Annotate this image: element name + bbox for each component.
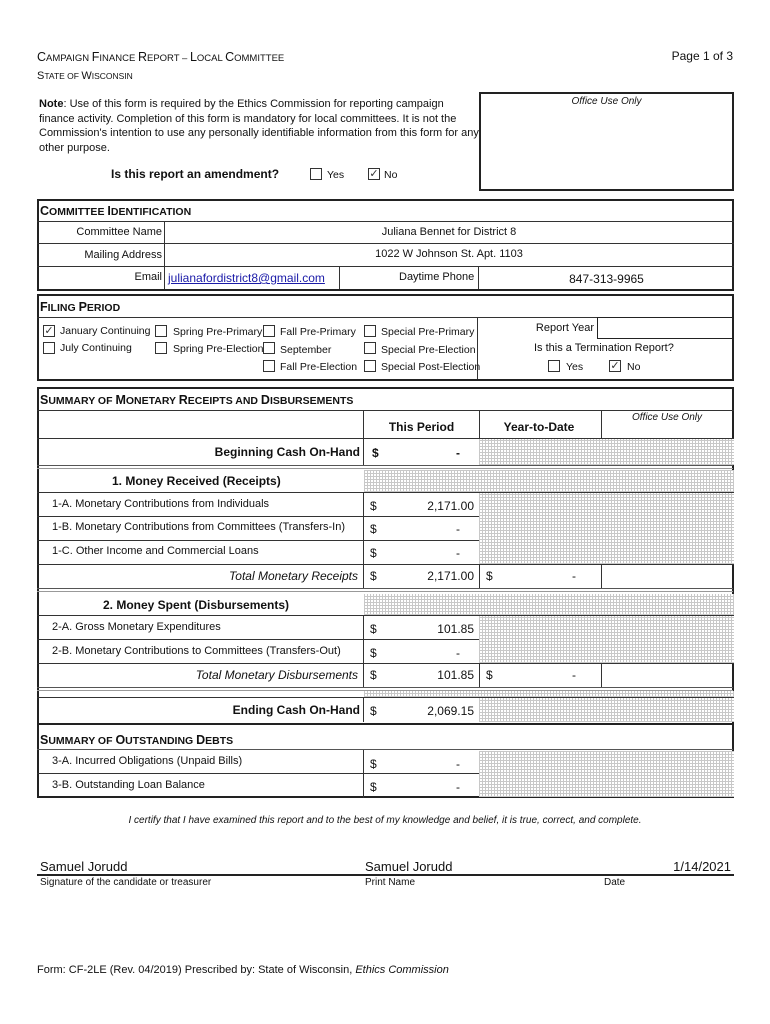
form-subtitle: STATE OF WISCONSIN — [37, 70, 133, 82]
row-1a-value[interactable]: 2,171.00 — [427, 499, 474, 513]
row-1c-value[interactable]: - — [456, 546, 460, 560]
money-spent-title: 2. Money Spent (Disbursements) — [103, 598, 290, 612]
special-pre-primary-label: Special Pre-Primary — [381, 326, 475, 338]
amendment-question: Is this report an amendment? — [111, 167, 280, 181]
january-continuing-checkbox[interactable]: ✓ — [44, 325, 54, 337]
mailing-address-field[interactable]: 1022 W Johnson St. Apt. 1103 — [375, 248, 523, 260]
summary-section-title: SUMMARY OF MONETARY RECEIPTS AND DISBURSEMENTS — [40, 393, 354, 407]
total-disbursements-ytd-dollar: $ — [486, 668, 493, 682]
spent-ytd-shaded — [479, 616, 734, 663]
total-receipts-value[interactable]: 2,171.00 — [427, 569, 474, 583]
received-header-shaded — [364, 470, 734, 492]
office-use-label: Office Use Only — [571, 96, 642, 107]
daytime-phone-label: Daytime Phone — [399, 271, 475, 283]
beginning-cash-value[interactable]: - — [456, 446, 460, 460]
email-field[interactable]: julianafordistrict8@gmail.com — [168, 271, 325, 285]
row-3a-value[interactable]: - — [456, 757, 460, 771]
mailing-address-label: Mailing Address — [84, 249, 162, 261]
row-1b-value[interactable]: - — [456, 522, 460, 536]
row-2a-label: 2-A. Gross Monetary Expenditures — [52, 621, 221, 633]
spring-pre-election-checkbox[interactable] — [155, 342, 167, 354]
note-text: Note: Use of this form is required by the Ethics Commission for reporting campaign finance activity. Completion of this form is mandatory for local committees. It is not the Commission's intention to use any personally identifiable information from this form for any other purpose. — [39, 98, 479, 154]
committee-name-field[interactable]: Juliana Bennet for District 8 — [381, 226, 517, 238]
amendment-no-checkbox[interactable]: ✓ — [369, 168, 379, 180]
beginning-dollar-sign: $ — [372, 446, 379, 460]
special-pre-primary-checkbox[interactable] — [364, 325, 376, 337]
col-office-use: Office Use Only — [631, 412, 703, 423]
row-2b-dollar: $ — [370, 646, 377, 660]
termination-no-checkbox[interactable]: ✓ — [610, 360, 620, 372]
amendment-yes-label: Yes — [327, 169, 345, 181]
beginning-shaded — [479, 439, 734, 465]
col-this-period: This Period — [388, 420, 455, 434]
total-receipts-ytd-dollar: $ — [486, 569, 493, 583]
fall-pre-primary-checkbox[interactable] — [263, 325, 275, 337]
committee-section-title: COMMITTEE IDENTIFICATION — [40, 204, 192, 218]
january-continuing-label: January Continuing — [60, 325, 151, 337]
amendment-yes-checkbox[interactable] — [310, 168, 322, 180]
signature-field[interactable]: Samuel Jorudd — [40, 859, 128, 874]
filing-section-title: FILING PERIOD — [40, 300, 121, 314]
report-year-label: Report Year — [535, 322, 594, 334]
daytime-phone-field[interactable]: 847-313-9965 — [569, 272, 644, 286]
total-disbursements-label: Total Monetary Disbursements — [195, 668, 358, 682]
september-checkbox[interactable] — [263, 342, 275, 354]
row-1c-label: 1-C. Other Income and Commercial Loans — [52, 545, 259, 557]
fall-pre-primary-label: Fall Pre-Primary — [280, 326, 356, 338]
print-name-label: Print Name — [365, 877, 416, 888]
col-year-to-date: Year-to-Date — [503, 420, 575, 434]
ending-cash-label: Ending Cash On-Hand — [232, 703, 360, 717]
row-2b-label: 2-B. Monetary Contributions to Committees (Transfers-Out) — [52, 645, 341, 657]
row-1a-label: 1-A. Monetary Contributions from Individuals — [52, 498, 270, 510]
received-ytd-shaded — [479, 493, 734, 564]
termination-no-label: No — [627, 361, 641, 373]
beginning-cash-label: Beginning Cash On-Hand — [214, 445, 360, 459]
ending-shaded — [479, 698, 734, 722]
july-continuing-checkbox[interactable] — [43, 342, 55, 354]
row-1a-dollar: $ — [370, 499, 377, 513]
termination-question: Is this a Termination Report? — [534, 342, 674, 354]
spring-pre-primary-checkbox[interactable] — [155, 325, 167, 337]
total-receipts-ytd-value[interactable]: - — [572, 569, 576, 583]
july-continuing-label: July Continuing — [60, 342, 132, 354]
row-3a-label: 3-A. Incurred Obligations (Unpaid Bills) — [52, 755, 243, 767]
committee-name-label: Committee Name — [76, 226, 162, 238]
row-2a-dollar: $ — [370, 622, 377, 636]
debts-section-title: SUMMARY OF OUTSTANDING DEBTS — [37, 723, 733, 750]
date-field[interactable]: 1/14/2021 — [673, 859, 731, 874]
row-3b-value[interactable]: - — [456, 780, 460, 794]
certification-text: I certify that I have examined this report and to the best of my knowledge and belief, it is true, correct, and complete. — [128, 815, 642, 826]
page-number: Page 1 of 3 — [671, 49, 733, 63]
total-disbursements-dollar: $ — [370, 668, 377, 682]
termination-yes-label: Yes — [566, 361, 584, 373]
print-name-field[interactable]: Samuel Jorudd — [365, 859, 453, 874]
date-label: Date — [604, 877, 626, 888]
ending-dollar-sign: $ — [370, 704, 377, 718]
total-receipts-label: Total Monetary Receipts — [229, 569, 358, 583]
september-label: September — [280, 344, 332, 356]
office-use-box — [479, 92, 734, 191]
form-title: CAMPAIGN FINANCE REPORT – LOCAL COMMITTEE — [37, 50, 285, 64]
row-1b-dollar: $ — [370, 522, 377, 536]
spring-pre-primary-label: Spring Pre-Primary — [173, 326, 263, 338]
row-3a-dollar: $ — [370, 757, 377, 771]
special-post-election-checkbox[interactable] — [364, 360, 376, 372]
row-3b-label: 3-B. Outstanding Loan Balance — [52, 779, 205, 791]
spring-pre-election-label: Spring Pre-Election — [173, 343, 264, 355]
spent-header-shaded — [364, 594, 734, 615]
ending-cash-value[interactable]: 2,069.15 — [427, 704, 474, 718]
special-post-election-label: Special Post-Election — [381, 361, 481, 373]
email-label: Email — [134, 271, 162, 283]
signature-label: Signature of the candidate or treasurer — [40, 877, 212, 888]
total-disbursements-value[interactable]: 101.85 — [437, 668, 474, 682]
fall-pre-election-label: Fall Pre-Election — [280, 361, 358, 373]
special-pre-election-checkbox[interactable] — [364, 342, 376, 354]
row-2a-value[interactable]: 101.85 — [437, 622, 474, 636]
termination-yes-checkbox[interactable] — [548, 360, 560, 372]
row-1b-label: 1-B. Monetary Contributions from Committees (Transfers-In) — [52, 521, 346, 533]
row-1c-dollar: $ — [370, 546, 377, 560]
amendment-no-label: No — [384, 169, 398, 181]
debts-shaded — [479, 751, 734, 797]
row-2b-value[interactable]: - — [456, 646, 460, 660]
special-pre-election-label: Special Pre-Election — [381, 344, 476, 356]
money-received-title: 1. Money Received (Receipts) — [112, 474, 281, 488]
report-year-field[interactable] — [597, 317, 734, 339]
fall-pre-election-checkbox[interactable] — [263, 360, 275, 372]
total-receipts-dollar: $ — [370, 569, 377, 583]
form-footer: Form: CF-2LE (Rev. 04/2019) Prescribed by: State of Wisconsin, Ethics Commission — [37, 964, 449, 976]
total-disbursements-ytd-value[interactable]: - — [572, 668, 576, 682]
row-3b-dollar: $ — [370, 780, 377, 794]
